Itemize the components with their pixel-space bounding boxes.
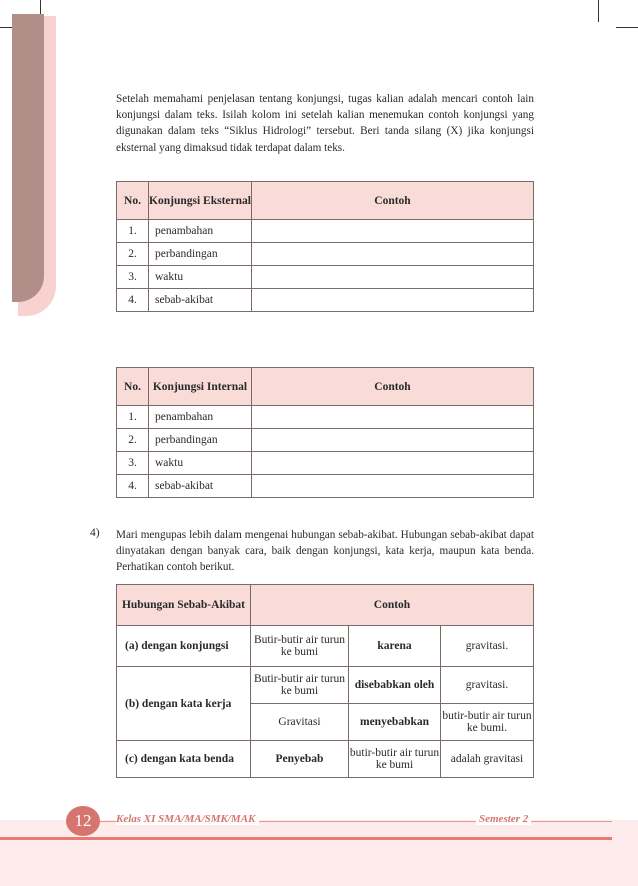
col-type: Konjungsi Eksternal (149, 182, 252, 220)
row-label-kata-benda: (c) dengan kata benda (117, 741, 251, 778)
row-no: 2. (117, 429, 149, 452)
col-type: Konjungsi Internal (149, 368, 252, 406)
answer-cell[interactable] (252, 266, 534, 289)
table-konjungsi-internal (116, 367, 534, 498)
table-konjungsi-eksternal (116, 181, 534, 312)
row-label: waktu (149, 266, 252, 289)
row-label: penambahan (149, 406, 252, 429)
row-label: penambahan (149, 220, 252, 243)
col-example: Contoh (252, 182, 534, 220)
footer-semester: Semester 2 (476, 813, 531, 825)
intro-paragraph: Setelah memahami penjelasan tentang konjungsi, tugas kalian adalah mencari contoh lain konjungsi dalam teks. Isilah kolom ini setelah kalian menemukan contoh konjungsi yang digunakan dalam teks “Siklus Hidrologi” tersebut. Beri tanda silang (X) jika konjungsi eksternal yang dimaksud tidak terdapat dalam teks. (116, 93, 534, 154)
footer-stripe (0, 837, 612, 840)
example-cell: butir-butir air turun ke bumi (349, 741, 441, 778)
row-no: 3. (117, 266, 149, 289)
row-label: perbandingan (149, 429, 252, 452)
example-cell: karena (349, 626, 441, 667)
row-label: waktu (149, 452, 252, 475)
col-no: No. (117, 368, 149, 406)
example-cell: Butir-butir air turun ke bumi (251, 667, 349, 704)
col-no: No. (117, 182, 149, 220)
row-no: 2. (117, 243, 149, 266)
example-cell: butir-butir air turun ke bumi. (441, 704, 534, 741)
row-no: 4. (117, 289, 149, 312)
answer-cell[interactable] (252, 475, 534, 498)
example-cell: Penyebab (251, 741, 349, 778)
example-cell: Gravitasi (251, 704, 349, 741)
example-cell: disebabkan oleh (349, 667, 441, 704)
example-cell: adalah gravitasi (441, 741, 534, 778)
footer-book-title: Kelas XI SMA/MA/SMK/MAK (116, 813, 259, 825)
item-number: 4) (90, 527, 100, 539)
answer-cell[interactable] (252, 243, 534, 266)
row-no: 1. (117, 220, 149, 243)
page-number: 12 (66, 806, 100, 836)
example-cell: gravitasi. (441, 667, 534, 704)
answer-cell[interactable] (252, 406, 534, 429)
row-no: 3. (117, 452, 149, 475)
answer-cell[interactable] (252, 429, 534, 452)
item4-paragraph: Mari mengupas lebih dalam mengenai hubungan sebab-akibat. Hubungan sebab-akibat dapat dinyatakan dengan banyak cara, baik dengan konjungsi, kata kerja, maupun kata benda. Perhatikan contoh berikut. (116, 529, 534, 574)
col-relation: Hubungan Sebab-Akibat (117, 585, 251, 626)
side-tab (12, 14, 44, 302)
example-cell: gravitasi. (441, 626, 534, 667)
crop-mark (616, 27, 638, 28)
row-no: 1. (117, 406, 149, 429)
example-cell: menyebabkan (349, 704, 441, 741)
crop-mark (598, 0, 599, 22)
answer-cell[interactable] (252, 289, 534, 312)
row-label-konjungsi: (a) dengan konjungsi (117, 626, 251, 667)
col-example: Contoh (251, 585, 534, 626)
row-label: perbandingan (149, 243, 252, 266)
col-example: Contoh (252, 368, 534, 406)
row-label: sebab-akibat (149, 475, 252, 498)
answer-cell[interactable] (252, 452, 534, 475)
row-label-kata-kerja: (b) dengan kata kerja (117, 667, 251, 741)
example-cell: Butir-butir air turun ke bumi (251, 626, 349, 667)
table-sebab-akibat (116, 584, 534, 778)
row-label: sebab-akibat (149, 289, 252, 312)
row-no: 4. (117, 475, 149, 498)
answer-cell[interactable] (252, 220, 534, 243)
